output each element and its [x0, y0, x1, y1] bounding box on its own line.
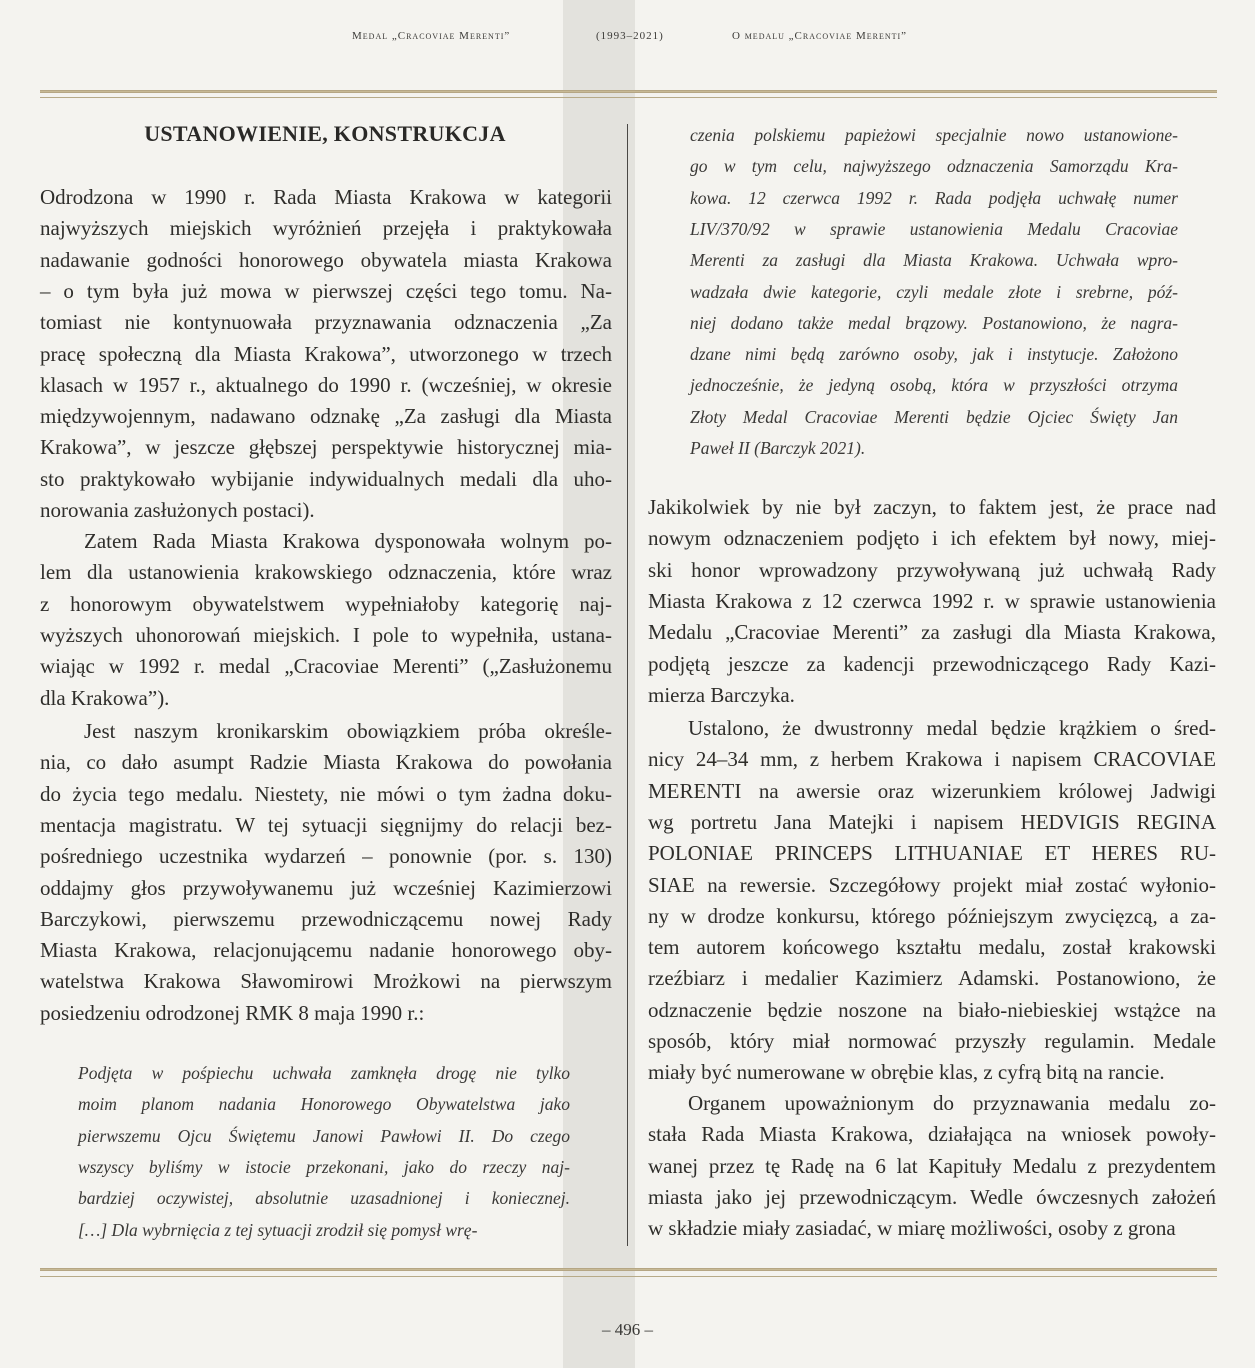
text-line: odznaczenie będzie noszone na biało-niebieskiej wstążce na [648, 998, 1216, 1022]
text-line: Ustalono, że dwustronny medal będzie krążkiem o śred- [688, 716, 1216, 740]
text-line: Medalu „Cracoviae Merenti” za zasługi dla Miasta Krakowa, [648, 620, 1216, 644]
text-line: Miasta Krakowa z 12 czerwca 1992 r. w sprawie ustanowienia [648, 589, 1216, 613]
quote-line: pierwszemu Ojcu Świętemu Janowi Pawłowi II. Do czego [78, 1126, 570, 1146]
bottom-rule-thin [40, 1276, 1217, 1277]
quote-line: […] Dla wybrnięcia z tej sytuacji zrodził się pomysł wrę- [78, 1220, 478, 1240]
quote-line: Złoty Medal Cracoviae Merenti będzie Ojciec Święty Jan [690, 407, 1178, 427]
running-header-right: O medalu „Cracoviae Merenti” [732, 30, 908, 42]
text-line: w składzie miały zasiadać, w miarę możliwości, osoby z grona [648, 1216, 1176, 1240]
quote-line: go w tym celu, najwyższego odznaczenia Samorządu Kra- [690, 156, 1178, 176]
text-line: klasach w 1957 r., aktualnego do 1990 r. (wcześniej, w okresie [40, 373, 612, 397]
text-line: mentacja magistratu. W tej sytuacji sięgnijmy do relacji bez- [40, 813, 612, 837]
text-line: nicy 24–34 mm, z herbem Krakowa i napisem CRACOVIAE [648, 747, 1216, 771]
text-line: międzywojennym, nadawano odznakę „Za zasługi dla Miasta [40, 404, 612, 428]
text-line: Miasta Krakowa, relacjonującemu nadanie honorowego oby- [40, 938, 612, 962]
text-line: pośredniego uczestnika wydarzeń – ponownie (por. s. 130) [40, 844, 612, 868]
text-line: ski honor wprowadzony przywoływaną już uchwałą Rady [648, 558, 1216, 582]
text-line: wiając w 1992 r. medal „Cracoviae Merenti” („Zasłużonemu [40, 654, 612, 678]
text-line: wg portretu Jana Matejki i napisem HEDVIGIS REGINA [648, 810, 1216, 834]
text-line: tem autorem końcowego kształtu medalu, został krakowski [648, 935, 1216, 959]
text-line: sposób, który miał normować przyszły regulamin. Medale [648, 1029, 1216, 1053]
text-line: mierza Barczyka. [648, 683, 795, 707]
text-line: – o tym była już mowa w pierwszej części tego tomu. Na- [40, 279, 612, 303]
text-line: tomiast nie kontynuowała przyznawania odznaczenia „Za [40, 310, 612, 334]
text-line: Jakikolwiek by nie był zaczyn, to faktem jest, że prace nad [648, 495, 1216, 519]
column-divider [627, 124, 628, 1246]
quote-line: niej dodano także medal brązowy. Postanowiono, że nagra- [690, 313, 1178, 333]
quote-line: Merenti za zasługi dla Miasta Krakowa. Uchwała wpro- [690, 250, 1178, 270]
text-line: wanej przez tę Radę na 6 lat Kapituły Medalu z prezydentem [648, 1154, 1216, 1178]
top-rule-thin [40, 97, 1217, 98]
text-line: rzeźbiarz i medalier Kazimierz Adamski. Postanowiono, że [648, 966, 1216, 990]
text-line: posiedzeniu odrodzonej RMK 8 maja 1990 r.: [40, 1001, 425, 1025]
bottom-rule [40, 1268, 1217, 1271]
quote-line: wadzała dwie kategorie, czyli medale złote i srebrne, póź- [690, 282, 1178, 302]
quote-line: Podjęta w pośpiechu uchwała zamknęła drogę nie tylko [78, 1063, 570, 1083]
text-line: sto praktykowało wybijanie indywidualnych medali dla uho- [40, 467, 612, 491]
text-line: oddajmy głos przywoływanemu już wcześniej Kazimierzowi [40, 876, 612, 900]
running-header-center: (1993–2021) [596, 30, 664, 42]
text-line: Krakowa”, w jeszcze głębszej perspektywie historycznej mia- [40, 435, 612, 459]
text-line: nowym odznaczeniem podjęto i ich efektem był nowy, miej- [648, 526, 1216, 550]
text-line: miały być numerowane w obrębie klas, z cyfrą bitą na rancie. [648, 1060, 1165, 1084]
quote-line: czenia polskiemu papieżowi specjalnie nowo ustanowione- [690, 125, 1178, 145]
text-line: MERENTI na awersie oraz wizerunkiem królowej Jadwigi [648, 779, 1216, 803]
text-line: wyższych uhonorowań miejskich. I pole to wypełniła, ustana- [40, 623, 612, 647]
text-line: Odrodzona w 1990 r. Rada Miasta Krakowa w kategorii [40, 185, 612, 209]
quote-line: wszyscy byliśmy w istocie przekonani, jako do rzeczy naj- [78, 1157, 570, 1177]
text-line: z honorowym obywatelstwem wypełniałoby kategorię naj- [40, 592, 612, 616]
quote-line: Paweł II (Barczyk 2021). [690, 438, 866, 458]
text-line: POLONIAE PRINCEPS LITHUANIAE ET HERES RU- [648, 841, 1216, 865]
text-line: SIAE na rewersie. Szczegółowy projekt miał zostać wyłonio- [648, 873, 1216, 897]
text-line: watelstwa Krakowa Sławomirowi Mrożkowi na pierwszym [40, 969, 612, 993]
text-line: Barczykowi, pierwszemu przewodniczącemu nowej Rady [40, 907, 612, 931]
text-line: do życia tego medalu. Niestety, nie mówi o tym żadna doku- [40, 782, 612, 806]
text-line: pracę społeczną dla Miasta Krakowa”, utworzonego w trzech [40, 342, 612, 366]
text-line: ny w drodze konkursu, którego późniejszym zwycięzcą, a za- [648, 904, 1216, 928]
text-line: nia, co dało asumpt Radzie Miasta Krakowa do powołania [40, 750, 612, 774]
quote-line: LIV/370/92 w sprawie ustanowienia Medalu Cracoviae [690, 219, 1178, 239]
section-heading: USTANOWIENIE, KONSTRUKCJA [144, 121, 506, 146]
quote-line: jednocześnie, że jedyną osobą, która w przyszłości otrzyma [690, 375, 1178, 395]
text-line: norowania zasłużonych postaci). [40, 498, 315, 522]
text-line: lem dla ustanowienia krakowskiego odznaczenia, które wraz [40, 560, 612, 584]
text-line: nadawanie godności honorowego obywatela miasta Krakowa [40, 248, 612, 272]
text-line: Organem upoważnionym do przyznawania medalu zo- [688, 1091, 1216, 1115]
quote-line: moim planom nadania Honorowego Obywatelstwa jako [78, 1094, 570, 1114]
text-line: miasta jako jej przewodniczącym. Wedle ówczesnych założeń [648, 1185, 1216, 1209]
text-line: Jest naszym kronikarskim obowiązkiem próba określe- [84, 719, 612, 743]
text-line: podjętą jeszcze za kadencji przewodniczącego Rady Kazi- [648, 652, 1216, 676]
page-number: – 496 – [602, 1320, 653, 1339]
text-line: stała Rada Miasta Krakowa, działająca na wniosek powoły- [648, 1122, 1216, 1146]
text-line: Zatem Rada Miasta Krakowa dysponowała wolnym po- [84, 529, 612, 553]
quote-line: bardziej oczywistej, absolutnie uzasadnionej i koniecznej. [78, 1188, 570, 1208]
quote-line: kowa. 12 czerwca 1992 r. Rada podjęła uchwałę numer [690, 188, 1178, 208]
top-rule [40, 90, 1217, 93]
running-header-left: Medal „Cracoviae Merenti” [352, 30, 511, 42]
text-line: najwyższych miejskich wyróżnień przejęła i praktykowała [40, 216, 612, 240]
text-line: dla Krakowa”). [40, 686, 170, 710]
quote-line: dzane nimi będą zarówno osoby, jak i instytucje. Założono [690, 344, 1178, 364]
